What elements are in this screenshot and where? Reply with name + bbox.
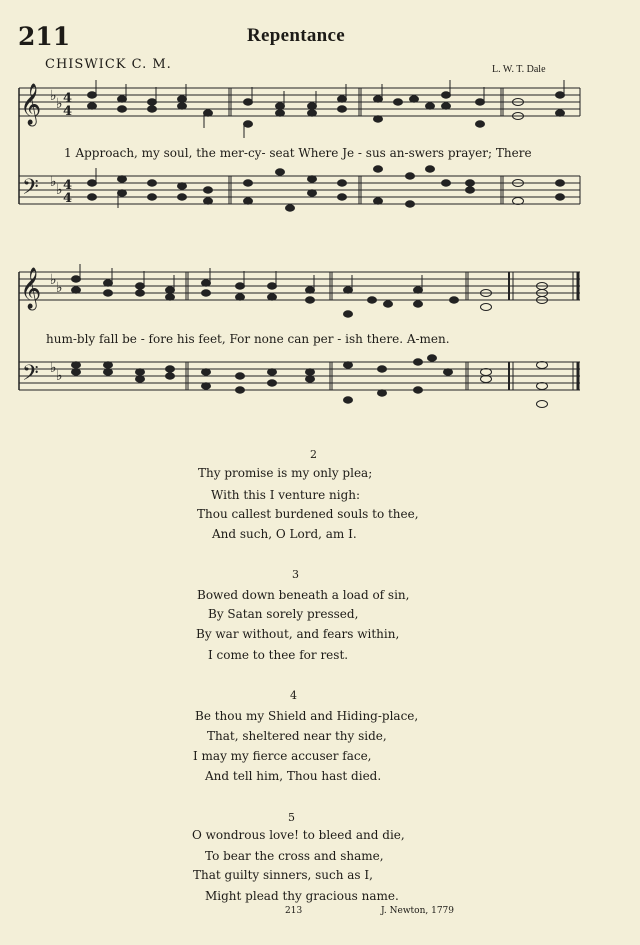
page-number: 213 (285, 906, 303, 916)
svg-text:4: 4 (63, 104, 73, 119)
lyrics-line-1: 1 Approach, my soul, the mer-cy- seat Where Je - sus an-swers prayer; There (64, 146, 532, 160)
stanza-line: Be thou my Shield and Hiding-place, (195, 709, 419, 723)
svg-text:4: 4 (63, 178, 73, 193)
svg-text:𝄞: 𝄞 (20, 268, 42, 309)
svg-text:𝄞: 𝄞 (20, 84, 42, 125)
stanza-line: By war without, and fears within, (196, 627, 400, 641)
svg-text:♭: ♭ (56, 182, 63, 198)
stanza-line: By Satan sorely pressed, (208, 607, 359, 621)
tune-name: CHISWICK C. M. (45, 57, 172, 72)
svg-text:4: 4 (63, 91, 73, 106)
svg-text:♭: ♭ (50, 360, 57, 376)
stanza-line: To bear the cross and shame, (205, 849, 384, 863)
stanza-line: O wondrous love! to bleed and die, (192, 828, 405, 842)
stanza-line: That, sheltered near thy side, (207, 729, 387, 743)
stanza-line: Might plead thy gracious name. (205, 889, 399, 903)
stanza-line: With this I venture nigh: (211, 488, 361, 502)
composer-credit: L. W. T. Dale (492, 64, 546, 75)
svg-text:♭: ♭ (56, 368, 63, 384)
author-credit: J. Newton, 1779 (381, 906, 454, 916)
svg-text:♭: ♭ (56, 96, 63, 112)
stanza-line: Thou callest burdened souls to thee, (197, 507, 419, 521)
lyrics-line-2: hum-bly fall be - fore his feet, For none can per - ish there. A-men. (46, 332, 450, 346)
stanza-line: I come to thee for rest. (208, 648, 349, 662)
stanza-number: 3 (292, 568, 299, 581)
svg-text:♭: ♭ (50, 88, 57, 104)
stanza-line: And tell him, Thou hast died. (205, 769, 382, 783)
stanza-number: 5 (288, 811, 295, 824)
svg-text:4: 4 (63, 191, 73, 206)
stanza-line: Thy promise is my only plea; (198, 466, 373, 480)
svg-text:♭: ♭ (56, 280, 63, 296)
stanza-number: 4 (290, 689, 297, 702)
stanza-line: And such, O Lord, am I. (212, 527, 357, 541)
svg-text:♭: ♭ (50, 174, 57, 190)
stanza-line: Bowed down beneath a load of sin, (197, 588, 410, 602)
stanza-number: 2 (310, 448, 317, 461)
svg-text:♭: ♭ (50, 272, 57, 288)
stanza-line: I may my fierce accuser face, (193, 749, 372, 763)
hymn-number: 211 (18, 22, 71, 51)
section-title: Repentance (247, 25, 345, 46)
stanza-line: That guilty sinners, such as I, (193, 868, 373, 882)
svg-text:𝄢: 𝄢 (22, 175, 39, 205)
svg-text:𝄢: 𝄢 (22, 361, 39, 391)
